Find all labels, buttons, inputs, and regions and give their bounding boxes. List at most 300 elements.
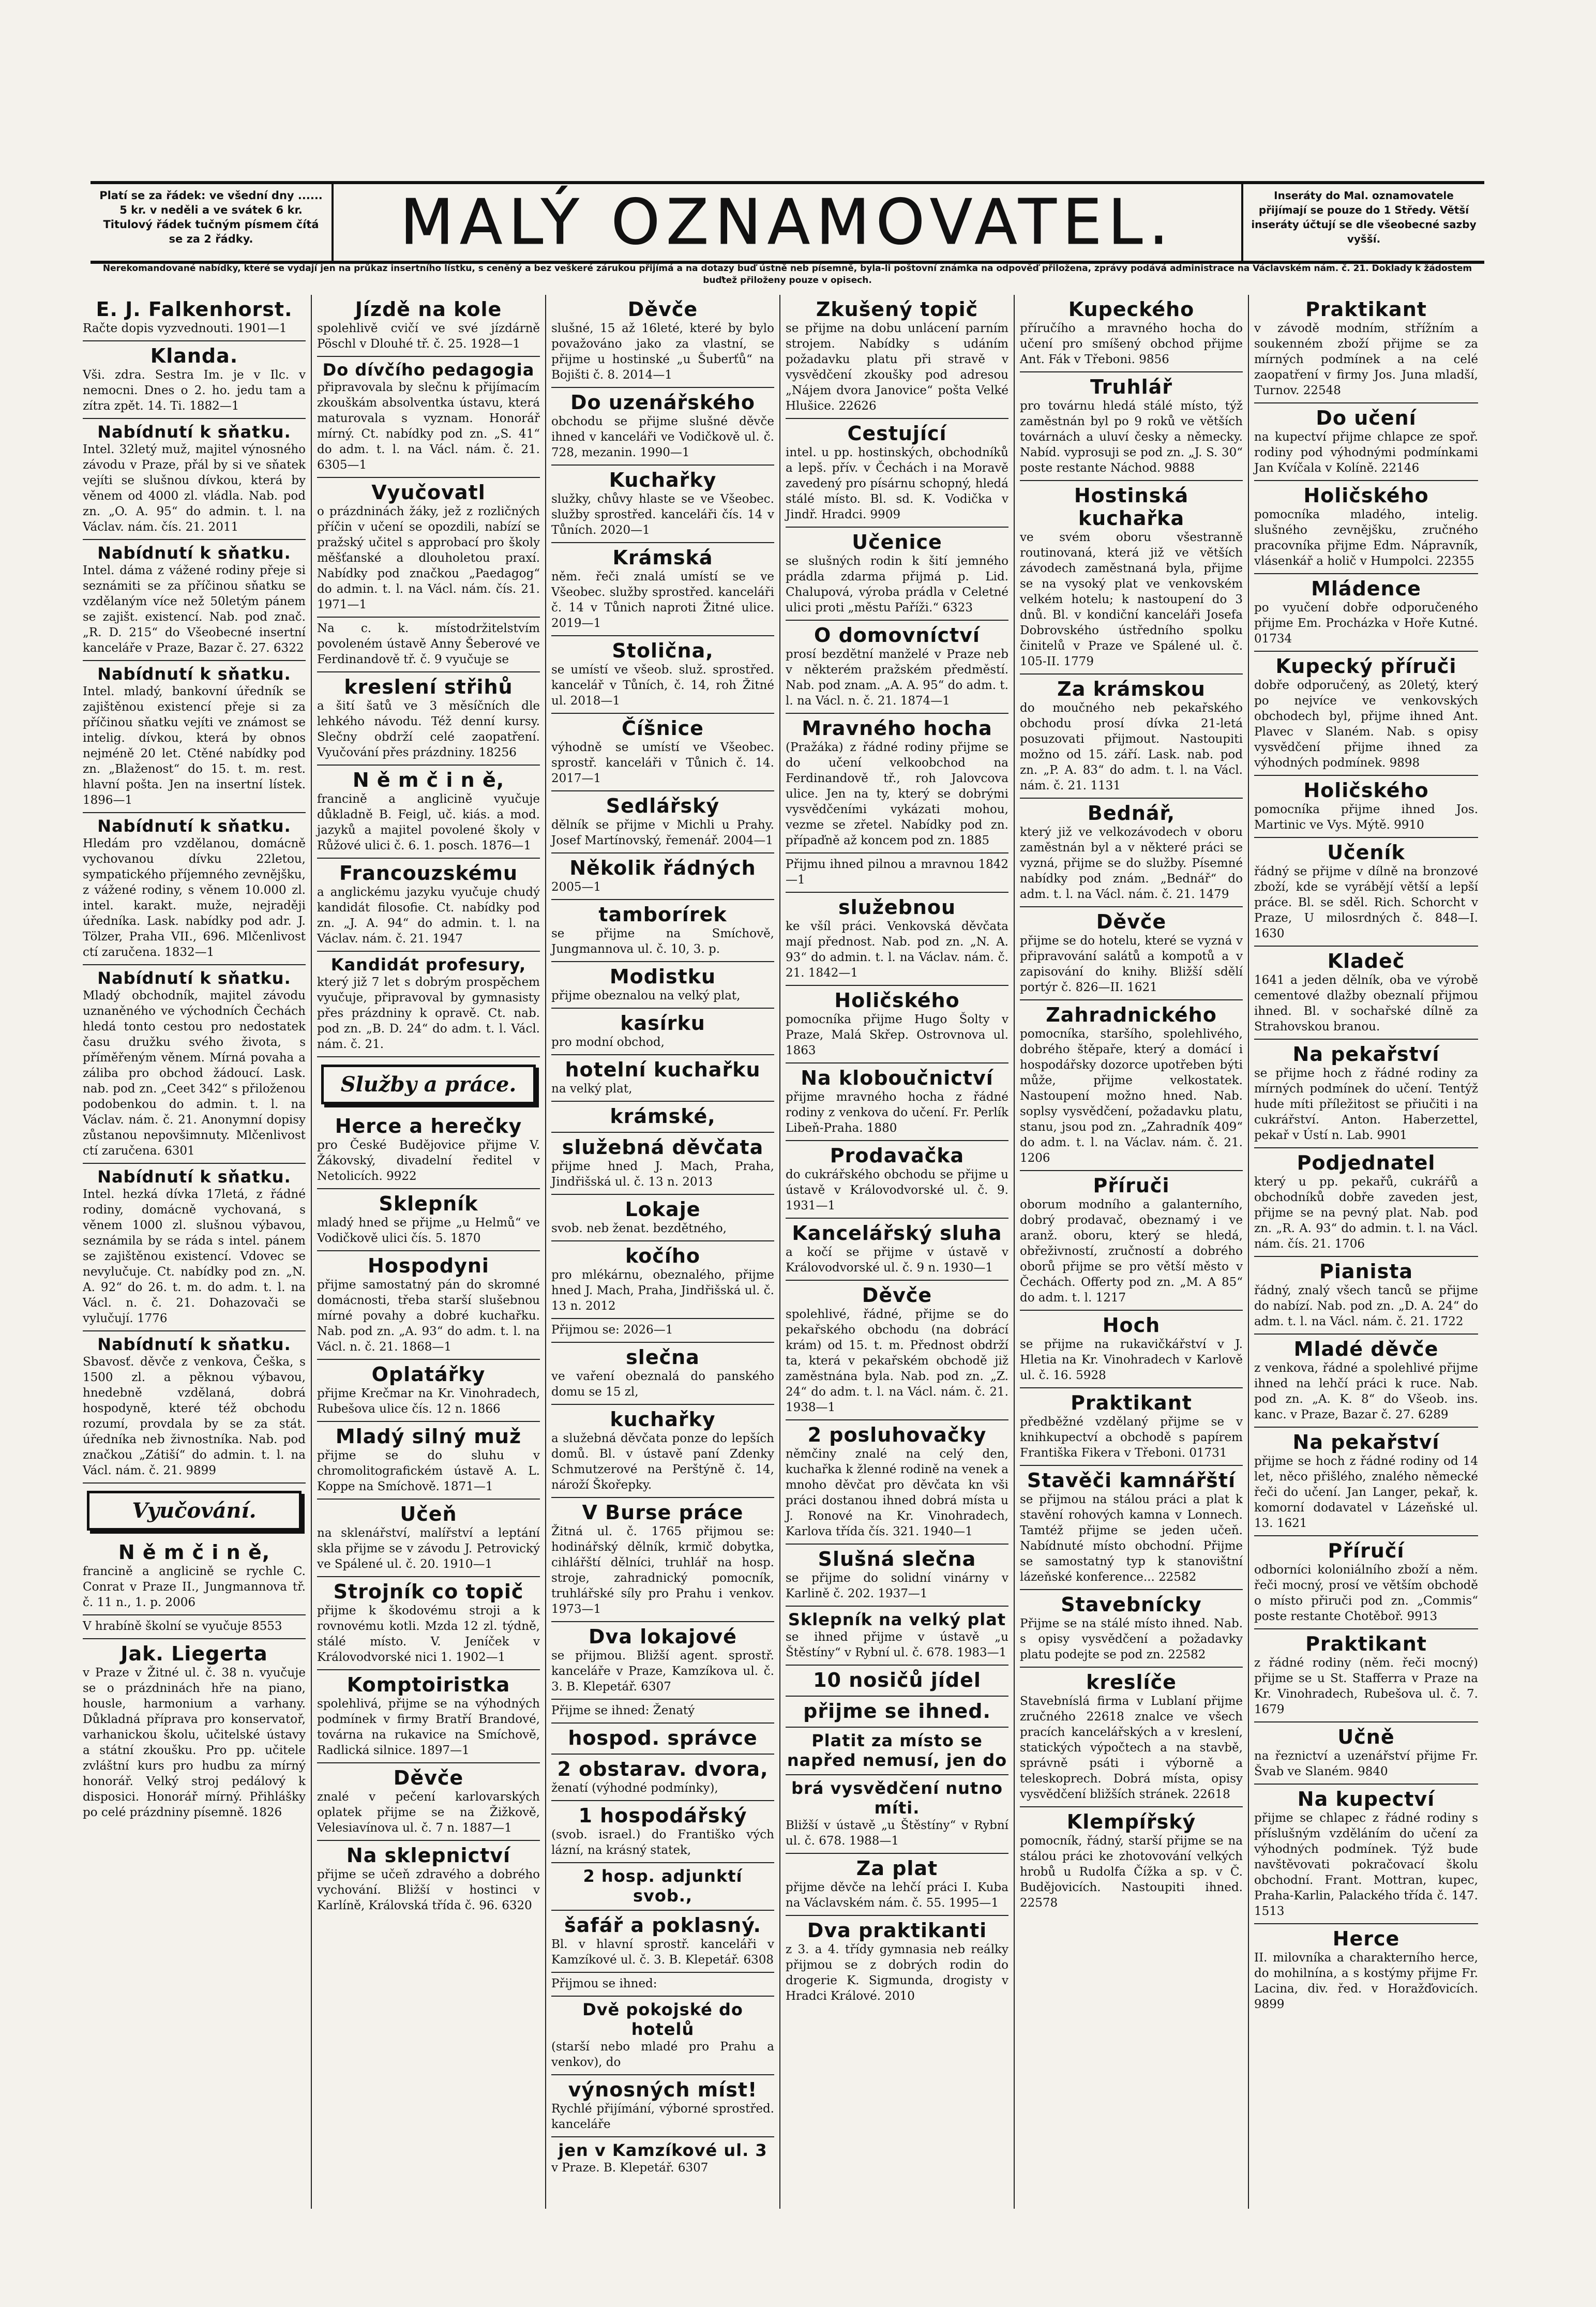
classified-ad	[786, 1545, 1008, 1607]
ad-title: Klanda.	[150, 344, 238, 367]
ad-text: znalé v pečení karlovarských oplatek přijme se na Žižkově, Velesiavínova ul. č. 7 n. 1887—1	[317, 1790, 540, 1835]
classified-ad	[1020, 1311, 1243, 1388]
classified-ad	[83, 661, 306, 813]
classified-ad	[317, 672, 540, 766]
ad-title: Praktikant	[1305, 1632, 1427, 1655]
classified-ad	[317, 478, 540, 618]
classified-ad	[786, 1697, 1008, 1728]
classified-ad	[83, 419, 306, 540]
ad-text: přijme hned J. Mach, Praha, Jindřišská ul. č. 13 n. 2013	[551, 1160, 774, 1189]
ad-text: na velký plat,	[551, 1082, 633, 1096]
ad-title: slečna	[626, 1346, 700, 1369]
ad-text: Bl. v hlavní sprostř. kanceláři v Kamzíkové ul. č. 3. B. Klepetář. 6308	[551, 1938, 774, 1967]
ad-text: a šití šatů ve 3 měsíčních dle lehkého návodu. Též denní kursy. Slečny obdrží celé zaopatření. Vyučování přes prázdniny. 18256	[317, 699, 540, 759]
ad-text: něm. řeči znalá umístí se ve Všeobec. služby sprostřed. kanceláři č. 14 v Tůnich naproti Žitné ulice. 2019—1	[551, 570, 774, 630]
classified-ad	[83, 540, 306, 661]
classified-ad	[551, 388, 774, 466]
ad-title: V Burse práce	[582, 1501, 744, 1524]
classified-ad	[83, 1538, 306, 1615]
ad-text: přijme k škodovému stroji a k rovnovému kotli. Mzda 12 zl. týdně, stálé místo. V. Jeníček v Královodvorské nici 1. 1902—1	[317, 1604, 540, 1664]
ad-text: a služebná děvčata ponze do lepších domů. Bl. v ústavě paní Zdenky Schmutzerové na Perštýně č. 14, nároží Škořepky.	[551, 1432, 774, 1492]
classified-ad	[1254, 1629, 1478, 1722]
ad-title: Komptoiristka	[347, 1673, 510, 1696]
insertion-notice: Inseráty do Mal. oznamovatele přijímají se pouze do 1 Středy. Větší inseráty účtují se dle všeobecné sazby vyšší.	[1241, 184, 1484, 261]
ad-title: Platit za místo se napřed nemusí, jen do	[787, 1731, 1007, 1770]
ad-title: Holičského	[1303, 484, 1429, 507]
classified-ad	[551, 1133, 774, 1195]
ad-title: Oplatářky	[371, 1363, 486, 1386]
classified-ad	[1254, 1257, 1478, 1335]
classified-ad	[1020, 1807, 1243, 1915]
ad-text: Na c. k. místodržitelstvím povoleném ústavě Anny Šeberové ve Ferdinandově tř. č. 9 vyučuje se	[317, 622, 540, 666]
classified-ad	[786, 853, 1008, 893]
ad-text: v Praze v Žitné ul. č. 38 n. vyučuje se o prázdninách hře na piano, housle, harmonium a varhany. Důkladná příprava pro konservatoř, varhanickou školu, učitelské ústavy a státní zkoušku. Pro pp. učitele zvláštní kurs pro hudbu za mírný honorář. Velký stroj pedálový k disposici. Honorář mírný. Přihlášky po celé prázdniny písemně. 1826	[83, 1666, 306, 1819]
ad-text: na kupectví přijme chlapce ze spoř. rodiny pod výhodnými podmínkami Jan Kvíčala v Kolíně. 22146	[1254, 430, 1478, 475]
classified-ad	[551, 1195, 774, 1241]
ad-text: přijme Krečmar na Kr. Vinohradech, Rubešova ulice čís. 12 n. 1866	[317, 1387, 540, 1416]
newspaper-page	[78, 171, 1484, 2219]
classified-ad	[317, 1189, 540, 1251]
ad-title: Na kloboučnictví	[801, 1067, 993, 1089]
ad-text: 2005—1	[551, 880, 601, 894]
ad-text: se přijme na Smíchově, Jungmannova ul. č. 10, 3. p.	[551, 927, 774, 956]
ad-text: v Praze. B. Klepetář. 6307	[551, 2161, 709, 2175]
ad-text: Vši. zdra. Sestra Im. je v Ilc. v nemocni. Dnes o 2. ho. jedu tam a zítra zpět. 14. Ti. 1882—1	[83, 368, 306, 413]
ad-title: Krámská	[612, 546, 713, 569]
classified-ad	[1020, 1466, 1243, 1590]
classified-ad	[83, 1639, 306, 1824]
ad-text: přijme se chlapec z řádné rodiny s příslušným vzděláním do učení za výhodných podmínek. Týž bude navštěvovati pokračovací školu obchodní. Frant. Mottran, kupec, Praha-Karlin, Palackého třída č. 147. 1513	[1254, 1811, 1478, 1918]
ad-text: Přijme se na stálé místo ihned. Nab. s opisy vysvědčení a požadavky platu podejte se pod zn. 22582	[1020, 1617, 1243, 1661]
ad-text: pomocníka přijme Hugo Šolty v Praze, Malá Skřep. Ostrovnova ul. 1863	[786, 1013, 1008, 1057]
classified-ad	[1020, 372, 1243, 481]
ad-title: Zkušený topič	[816, 298, 978, 321]
classified-ad	[83, 813, 306, 965]
ad-title: Za plat	[856, 1857, 938, 1880]
ad-text: Stavebníslá firma v Lublaní přijme zručného 22618 znalce ve všech pracích kancelářských a v kreslení, statických výpočtech a na stavbě, správně psáti i výborně a teleskoprech. Dobrá místa, opisy vysvědčení bližších stránek. 22618	[1020, 1695, 1243, 1801]
ad-column	[1015, 295, 1249, 2209]
ad-title: Děvče	[393, 1766, 464, 1789]
ad-text: dobře odporučený, as 20letý, který po nejvíce ve venkovských obchodech byl, přijme ihned Ant. Plavec v Slaném. Nab. s opisy vysvědčení přijme ihned za výhodných podmínek. 9898	[1254, 679, 1478, 770]
classified-ad	[786, 1728, 1008, 1775]
ad-text: přijme se učeň zdravého a dobrého vychování. Bližší v hostinci v Karlíně, Královská třída č. 96. 6320	[317, 1868, 540, 1912]
classified-ad	[551, 1755, 774, 1801]
classified-ad	[83, 1164, 306, 1331]
ad-text: Račte dopis vyzvednouti. 1901—1	[83, 322, 287, 335]
classified-ad	[317, 1360, 540, 1422]
ad-title: 2 posluhovačky	[807, 1424, 987, 1446]
classified-ad	[551, 466, 774, 543]
classified-ad	[1254, 1722, 1478, 1785]
classified-ad	[1254, 1428, 1478, 1536]
ad-text: (svob. israel.) do Františko vých lázní, na krásný statek,	[551, 1828, 774, 1857]
ad-text: a kočí se přijme v ústavě v Královodvorské ul. č. 9 n. 1930—1	[786, 1246, 1008, 1275]
ad-title: kreslíče	[1086, 1671, 1177, 1694]
classified-ad	[551, 1055, 774, 1102]
ad-text: přijme mravného hocha z řádné rodiny z venkova do učení. Fr. Perlík Libeň-Praha. 1880	[786, 1090, 1008, 1135]
ad-text: přijme samostatný pán do skromné domácnosti, třeba starší slušebnou mírné povahy a dobré kuchařku. Nab. pod zn. „A. 93“ do adm. t. l. na Václ. n. č. 21. 1868—1	[317, 1278, 540, 1354]
ad-text: příručího a mravného hocha do učení pro smíšený obchod přijme Ant. Fák v Třeboni. 9856	[1020, 322, 1243, 366]
ad-title: Klempířský	[1066, 1810, 1196, 1833]
ad-text: výhodně se umístí ve Všeobec. sprostř. kanceláři v Tůnich č. 14. 2017—1	[551, 741, 774, 785]
classified-ad	[317, 1112, 540, 1189]
ad-text: Intel. dáma z vážené rodiny přeje si seznámiti se za příčinou sňatku se vzdělaným více než 50letým pánem se zajišt. existencí. Nab. pod znač. „R. D. 215“ do Všeobecné insertní kanceláře v Praze, Bazar č. 27. 6322	[83, 564, 306, 655]
ad-text: ve svém oboru všestranně routinovaná, která již ve větších závodech zaměstnaná byla, přijme se na vysoký plat ve venkovském velkém hotelu; k nastoupení do 3 dnů. Bl. v kondiční kanceláři Josefa Dobrovského ústředního spolku činitelů v Praze ve Spálené ul. č. 105-II. 1779	[1020, 531, 1243, 668]
ad-title: Za krámskou	[1057, 678, 1206, 700]
ad-text: intel. u pp. hostinských, obchodníků a lepš. přív. v Čechách i na Moravě zavedený pro písárnu schopný, hledá stálé místo. Bl. sd. K. Vodička v Jindř. Hradci. 9909	[786, 446, 1008, 521]
ad-text: francině a anglicině se rychle C. Conrat v Praze II., Jungmannova tř. č. 11 n., 1. p. 2006	[83, 1565, 306, 1609]
classified-ad	[551, 1863, 774, 1911]
ad-title: 10 nosičů jídel	[813, 1669, 981, 1691]
classified-columns	[78, 295, 1484, 2209]
ad-title: Hospodyni	[368, 1254, 489, 1277]
ad-column	[780, 295, 1015, 2209]
ad-text: svob. neb ženat. bezdětného,	[551, 1222, 727, 1235]
ad-title: Na kupectví	[1297, 1788, 1435, 1810]
ad-title: Stavěči kamnářští	[1027, 1469, 1236, 1492]
ad-title: Sklepník	[379, 1192, 478, 1215]
ad-title: Číšnice	[622, 717, 704, 740]
ad-title: Strojník co topič	[333, 1580, 524, 1603]
classified-ad	[551, 1319, 774, 1343]
classified-ad	[786, 893, 1008, 986]
ad-title: Vyučovatl	[371, 481, 486, 504]
classified-ad	[786, 986, 1008, 1063]
classified-ad	[1254, 481, 1478, 574]
ad-title: krámské,	[610, 1105, 716, 1128]
ad-column	[546, 295, 780, 2209]
ad-title: Učenice	[852, 531, 942, 553]
ad-text: se slušných rodin k šití jemného prádla zdarma přijmá p. Lid. Chalupová, výroba prádla v Celetné ulici proti „městu Paříži.“ 6323	[786, 555, 1008, 615]
ad-text: se přijmou. Bližší agent. sprostř. kanceláře v Praze, Kamzíkova ul. č. 3. B. Klepetář. 6307	[551, 1649, 774, 1694]
ad-title: E. J. Falkenhorst.	[96, 298, 293, 321]
ad-text: ke všíl práci. Venkovská děvčata mají přednost. Nab. pod zn. „N. A. 93“ do admin. t. l. na Václav. nám. č. 21. 1842—1	[786, 920, 1008, 980]
ad-title: Sklepník na velký plat	[788, 1610, 1006, 1629]
ad-title: Modistku	[609, 965, 716, 988]
ad-text: z venkova, řádné a spolehlivé přijme ihned na lehčí práci k ruce. Nab. pod zn. „A. K. 8“ do Všeob. ins. kanc. v Praze, Bazar č. 27. 6289	[1254, 1361, 1478, 1421]
ad-title: Bednář,	[1087, 802, 1176, 825]
ad-title: Do dívčího pedagogia	[322, 360, 535, 380]
ad-column	[312, 295, 546, 2209]
ad-title: Jak. Liegerta	[121, 1642, 268, 1665]
ad-title: Příručí	[1328, 1539, 1405, 1562]
classified-ad	[786, 295, 1008, 419]
ad-title: přijme se ihned.	[803, 1700, 991, 1722]
page-title: MALÝ OZNAMOVATEL.	[400, 186, 1175, 259]
ad-text: pro České Budějovice přijme V. Žákovský, divadelní ředitel v Netolicích. 9922	[317, 1138, 540, 1183]
ad-title: Kancelářský sluha	[792, 1222, 1002, 1245]
ad-column	[78, 295, 312, 2209]
classified-ad	[1254, 1040, 1478, 1148]
ad-text: na sklenářství, malířství a leptání skla přijme se v závodu J. Petrovický ve Spálené ul. č. 20. 1910—1	[317, 1526, 540, 1571]
masthead	[91, 181, 1484, 264]
classified-ad	[551, 295, 774, 388]
ad-title: Nabídnutí k sňatku.	[97, 664, 291, 684]
classified-ad	[551, 714, 774, 791]
ad-text: se přijme na dobu unlácení parním strojem. Nabídky s udáním požadavku platu při stravě v vysvědčení zkoušky pod adresou „Nájem dvora Janovice“ pošta Velké Hlušice. 22626	[786, 322, 1008, 413]
ad-title: Děvče	[862, 1284, 932, 1307]
ad-title: Herce a herečky	[335, 1115, 522, 1137]
classified-ad	[1254, 652, 1478, 776]
section-heading: Služby a práce.	[321, 1065, 536, 1104]
classified-ad	[786, 419, 1008, 528]
ad-column	[1249, 295, 1483, 2209]
classified-ad	[551, 1498, 774, 1622]
classified-ad	[317, 1670, 540, 1763]
ad-title: Praktikant	[1305, 298, 1427, 321]
classified-ad	[1020, 295, 1243, 372]
ad-title: Kupeckého	[1068, 298, 1195, 321]
ad-title: služebnou	[838, 896, 956, 919]
classified-ad	[1020, 907, 1243, 1000]
classified-ad	[786, 1775, 1008, 1854]
rate-notice: Platí se za řádek: ve všední dny ...... 5 kr. v neděli a ve svátek 6 kr. Titulový řádek tučným písmem čítá se za 2 řádky.	[91, 184, 334, 261]
ad-title: Cestující	[847, 422, 947, 445]
classified-ad	[551, 1343, 774, 1405]
ad-text: který již ve velkozávodech v oboru zaměstnán byl a v některé práci se vyzná, přijme se do služby. Písemné nabídky pod znám. „Bednář“ do adm. t. l. na Václ. nám. č. 21. 1479	[1020, 826, 1243, 901]
ad-title: Děvče	[1096, 910, 1167, 933]
ad-title: kuchařky	[610, 1408, 716, 1431]
ad-text: (starší nebo mladé pro Prahu a venkov), do	[551, 2040, 774, 2069]
ad-title: Kuchařky	[609, 469, 717, 491]
ad-title: kočího	[625, 1245, 701, 1267]
ad-title: Truhlář	[1090, 376, 1172, 398]
classified-ad	[551, 1102, 774, 1133]
classified-ad	[551, 2075, 774, 2137]
ad-text: ve vaření obeznalá do panského domu se 15 zl,	[551, 1370, 774, 1399]
ad-title: šafář a poklasný.	[564, 1914, 761, 1937]
ad-title: Na pekařství	[1292, 1431, 1440, 1454]
ad-text: obchodu se přijme slušné děvče ihned v kanceláři ve Vodičkově ul. č. 728, mezanin. 1990—1	[551, 415, 774, 459]
classified-ad	[786, 1607, 1008, 1666]
ad-text: předběžné vzdělaný přijme se v knihkupectví a obchodě s papírem Františka Fikera v Třeboni. 01731	[1020, 1415, 1243, 1460]
classified-ad	[83, 1615, 306, 1639]
ad-text: po vyučení dobře odporučeného přijme Em. Procházka v Hoře Kutné. 01734	[1254, 601, 1478, 646]
classified-ad	[551, 1911, 774, 1973]
ad-title: Učně	[1337, 1726, 1395, 1748]
ad-text: odborníci koloniálního zboží a něm. řeči mocný, prosí ve větším obchodě o místo přiruči pod zn. „Commis“ poste restante Chotěboř. 9913	[1254, 1563, 1478, 1623]
classified-ad	[551, 543, 774, 636]
classified-ad	[786, 1854, 1008, 1916]
ad-text: Mladý obchodník, majitel závodu uznaněného ve východních Čechách hledá tonto cestou pro nedostatek času družku svého života, s příměřeným věnem. Mírná povaha a záliba pro obchod žádoucí. Lask. nab. pod zn. „Ceet 342“ s přiloženou podobenkou do admin. t. l. na Václav. nám. č. 21. Anonymní dopisy zůstanou nepovšimnuty. Mlčenlivost ctí zaručena. 6301	[83, 989, 306, 1158]
classified-ad	[1020, 1590, 1243, 1668]
classified-ad	[317, 1577, 540, 1670]
classified-ad	[786, 621, 1008, 714]
ad-title: Dvě pokojské do hotelů	[582, 2000, 743, 2039]
classified-ad	[1020, 799, 1243, 907]
ad-text: ženatí (výhodné podmínky),	[551, 1781, 718, 1795]
ad-title: Pianista	[1319, 1260, 1413, 1283]
classified-ad	[551, 962, 774, 1009]
ad-text: francině a anglicině vyučuje důkladně B. Feigl, uč. kiás. a mod. jazyků a majitel povolené školy v Růžové ulici č. 6. 1. posch. 1876—1	[317, 792, 540, 852]
ad-text: 1641 a jeden dělník, oba ve výrobě cementové dlažby obeznalí přijmou ihned. Bl. v sochařské dílně za Strahovskou branou.	[1254, 973, 1478, 1033]
classified-ad	[551, 1973, 774, 1997]
ad-text: Bližší v ústavě „u Štěstíny“ v Rybní ul. č. 678. 1988—1	[786, 1819, 1008, 1848]
ad-title: Nabídnutí k sňatku.	[97, 816, 291, 836]
ad-title: služebná děvčata	[562, 1136, 764, 1159]
ad-text: připravovala by slečnu k přijímacím zkouškám absolventka ústavu, která maturovala s vyznam. Honorář mírný. Ct. nabídky pod zn. „S. 41“ do adm. t. l. na Václ. nám. č. 21. 6305—1	[317, 381, 540, 472]
ad-text: řádný se přijme v dílně na bronzové zboží, kde se vyrábějí větší a lepší práce. Bl. se sděl. Rich. Schorcht v Praze, U milosrdných č. 848—I. 1630	[1254, 865, 1478, 940]
classified-ad	[317, 766, 540, 859]
ad-text: (Pražáka) z řádné rodiny přijme se do učení velkoobchod na Ferdinandově tř., roh Jalovcova ulice. Jen na ty, který se dobrými vysvědčeními vykázati mohou, vezme se zřetel. Nabídky pod zn. přípaďně až koncem pod zn. 1885	[786, 741, 1008, 847]
classified-ad	[1020, 481, 1243, 675]
classified-ad	[1254, 1536, 1478, 1629]
classified-ad	[1020, 675, 1243, 799]
classified-ad	[1020, 1000, 1243, 1171]
ad-title: Kupecký příruči	[1275, 655, 1457, 678]
ad-title: Na pekařství	[1292, 1043, 1440, 1066]
ad-text: dělník se přijme v Michli u Prahy. Josef Martínovský, řemenář. 2004—1	[551, 818, 774, 847]
administration-notice: Nerekomandované nabídky, které se vydají jen na průkaz insertního lístku, s ceněný a bez veškeré zárukou přijímá a na dotazy buď ústně neb písemně, byla-li poštovní známka na odpověď přiložena, zprávy podává administrace na Václavském nám. č. 21. Doklady k žádostem buďtež přiloženy pouze v opisech.	[102, 263, 1472, 286]
classified-ad	[83, 1331, 306, 1484]
ad-title: 2 obstarav. dvora,	[557, 1758, 769, 1780]
ad-title: Holičského	[834, 989, 960, 1012]
ad-title: N ě m č i n ě,	[118, 1541, 270, 1564]
classified-ad	[551, 900, 774, 962]
ad-title: Stavebnícky	[1061, 1593, 1202, 1616]
classified-ad	[1254, 295, 1478, 403]
classified-ad	[317, 1422, 540, 1500]
ad-text: o prázdninách žáky, jež z rozličných příčin v učení se opozdili, nabízí se pražský učitel s approbací pro školy měšťanské a dlouholetou praxí. Nabídky pod značkou „Paedagog“ do admin. t. l. na Václ. nám. čís. 21. 1971—1	[317, 505, 540, 611]
classified-ad	[786, 1420, 1008, 1545]
ad-title: Do uzenářského	[570, 391, 756, 414]
classified-ad	[83, 965, 306, 1164]
ad-text: spolehlivá, přijme se na výhodných podmínek v firmy Bratří Brandové, továrna na rukavice na Smíchově, Radlická silnice. 1897—1	[317, 1697, 540, 1757]
ad-title: kasírku	[620, 1012, 705, 1035]
ad-text: pomocníka přijme ihned Jos. Martinic ve Vys. Mýtě. 9910	[1254, 803, 1478, 832]
ad-title: Hostinská kuchařka	[1074, 484, 1189, 530]
ad-text: služky, chůvy hlaste se ve Všeobec. služby sprostřed. kanceláři čís. 14 v Tůních. 2020—1	[551, 492, 774, 537]
ad-text: se přijme na rukavičkářství v J. Hletia na Kr. Vinohradech v Karlově ul. č. 16. 5928	[1020, 1338, 1243, 1382]
classified-ad	[1020, 1171, 1243, 1311]
classified-ad	[551, 2137, 774, 2180]
classified-ad	[317, 1841, 540, 1917]
ad-text: se přijmou na stálou práci a plat k stavění rohových kamna v Lonnech. Tamtéž přijme se jeden učeň. Nabídnuté místo obchodní. Přijme se samostatný typ k stanovištní lázeňské konference... 22582	[1020, 1493, 1243, 1584]
classified-ad	[317, 295, 540, 357]
ad-title: Kladeč	[1327, 950, 1405, 972]
ad-text: pomocníka, staršího, spolehlivého, dobrého štěpaře, který a domácí i hospodářsky dozorce upotřeben býti může, přijme velkostatek. Nastoupení možno hned. Nab. soplsy vysvědčení, požadavku platu, stanu, jsou pod zn. „Zahradník 409“ do adm. t. l. na Václav. nám. č. 21. 1206	[1020, 1027, 1243, 1165]
ad-text: Intel. hezká dívka 17letá, z řádné rodiny, domácně vychovaná, s věnem 1000 zl. slušnou výbavou, seznámila by se ráda s intel. pánem se zajištěnou existencí. Vdovec se nevylučuje. Ct. nabídky pod zn. „N. A. 92“ do 26. t. m. do adm. t. l. na Václ. n. č. 21. Dohazovači se vylučují. 1776	[83, 1188, 306, 1325]
ad-text: do cukrářského obchodu se přijme u ústavě v Královodvorské ul. č. 9. 1931—1	[786, 1168, 1008, 1212]
ad-text: přijme obeznalou na velký plat,	[551, 989, 741, 1002]
classified-ad	[786, 1666, 1008, 1697]
classified-ad	[551, 1700, 774, 1724]
ad-text: se umístí ve všeob. služ. sprostřed. kancelář v Tůních, č. 14, roh Žitné ul. 2018—1	[551, 663, 774, 708]
ad-title: N ě m č i n ě,	[352, 769, 505, 791]
ad-text: Žitná ul. č. 1765 přijmou se: hodinářský dělník, krmič dobytka, cihlářští dělníci, truhlář na hosp. stroje, zahradnický pomocník, truhlářské síly pro Prahu i venkov. 1973—1	[551, 1525, 774, 1616]
section-heading: Vyučování.	[87, 1491, 302, 1531]
ad-title: Hoch	[1102, 1314, 1161, 1337]
ad-title: Nabídnutí k sňatku.	[97, 1167, 291, 1187]
ad-text: spolehlivě cvičí ve své jízdárně Pöschl v Dlouhé tř. č. 25. 1928—1	[317, 322, 540, 351]
classified-ad	[1254, 1924, 1478, 2016]
classified-ad	[317, 1500, 540, 1577]
ad-text: který u pp. pekařů, cukrářů a obchodníků dobře zaveden jest, přijme se na pevný plat. Nab. pod zn. „R. A. 93“ do admin. t. l. na Václ. nám. čís. 21. 1706	[1254, 1175, 1478, 1251]
ad-title: Mládence	[1311, 577, 1421, 600]
ad-text: pro modní obchod,	[551, 1036, 665, 1049]
classified-ad	[1254, 574, 1478, 652]
ad-title: Lokaje	[625, 1198, 701, 1221]
classified-ad	[786, 714, 1008, 853]
ad-title: Nabídnutí k sňatku.	[97, 1335, 291, 1354]
ad-title: Děvče	[627, 298, 698, 321]
ad-text: přijme děvče na lehčí práci I. Kuba na Václavském nám. č. 55. 1995—1	[786, 1881, 1008, 1910]
ad-title: Sedlářský	[606, 795, 720, 817]
classified-ad	[551, 1405, 774, 1498]
ad-text: z řádné rodiny (něm. řeči mocný) přijme se u St. Stafferra v Praze na Kr. Vinohradech, Rubešova ul. č. 7. 1679	[1254, 1656, 1478, 1716]
ad-title: Do učení	[1316, 407, 1417, 429]
classified-ad	[317, 1763, 540, 1841]
ad-title: Nabídnutí k sňatku.	[97, 968, 291, 988]
classified-ad	[551, 1724, 774, 1755]
ad-title: Mladý silný muž	[335, 1425, 522, 1448]
classified-ad	[1254, 947, 1478, 1040]
ad-title: Podjednatel	[1297, 1151, 1436, 1174]
ad-title: Jízdě na kole	[355, 298, 502, 321]
ad-text: Rychlé přijímání, výborné sprostřed. kanceláře	[551, 2102, 774, 2131]
classified-ad	[1254, 1785, 1478, 1924]
ad-text: v závodě modním, střížním a soukenném zboží přijme se za mírných podmínek a na celé zaopatření v firmy Jos. Juna mladší, Turnov. 22548	[1254, 322, 1478, 397]
classified-ad	[551, 1009, 774, 1055]
ad-text: pomocník, řádný, starší přijme se na stálou práci ke zhotovování velkých hrobů u Rudolfa Čížka a sp. v Č. Budějovicích. Nastoupiti ihned. 22578	[1020, 1834, 1243, 1910]
ad-title: tamborírek	[598, 903, 727, 926]
ad-title: hospod. správce	[568, 1727, 758, 1749]
ad-title: Dva lokajové	[589, 1625, 737, 1648]
ad-title: Zahradnického	[1046, 1003, 1217, 1026]
classified-ad	[786, 528, 1008, 621]
ad-text: se ihned přijme v ústavě „u Štěstíny“ v Rybní ul. č. 678. 1983—1	[786, 1630, 1008, 1659]
classified-ad	[1020, 1388, 1243, 1466]
classified-ad	[1254, 1335, 1478, 1428]
classified-ad	[317, 618, 540, 672]
ad-text: pro továrnu hledá stálé místo, týž zaměstnán byl po 9 roků ve větších továrnách a uluví česky a německy. Nabíd. vyprosuji se pod zn. „J. S. 30“ poste restante Náchod. 9888	[1020, 399, 1243, 475]
ad-title: Holičského	[1303, 779, 1429, 802]
ad-text: Intel. mladý, bankovní úředník se zajištěnou existencí přeje si za příčinou sňatku vejíti ve známost se intelig. dívkou, která by obnos nejméně 20 let. Ctěné nabídky pod zn. „Blaženost“ do 15. t. m. rest. hlavní pošta. Jen na insertní lístek. 1896—1	[83, 685, 306, 807]
ad-title: Nabídnutí k sňatku.	[97, 543, 291, 563]
classified-ad	[1254, 776, 1478, 838]
ad-text: a anglickému jazyku vyučuje chudý kandidát filosofie. Ct. nabídky pod zn. „J. A. 94“ do admin. t. l. na Václav. nám. č. 21. 1947	[317, 886, 540, 946]
ad-text: přijme se do hotelu, které se vyzná v připravování salátů a kompotů a v zapisování do knihy. Bližší sdělí portýr č. 826—II. 1621	[1020, 934, 1243, 994]
classified-ad	[317, 357, 540, 478]
ad-text: přijme se do sluhu v chromolitografickém ústavě A. L. Koppe na Smíchově. 1871—1	[317, 1449, 540, 1493]
classified-ad	[786, 1219, 1008, 1281]
ad-title: 1 hospodářský	[578, 1804, 747, 1827]
ad-title: jen v Kamzíkové ul. 3	[558, 2140, 767, 2160]
ad-title: Mladé děvče	[1293, 1338, 1439, 1360]
ad-text: pro mlékárnu, obeznalého, přijme hned J. Mach, Praha, Jindřišská ul. č. 13 n. 2012	[551, 1268, 774, 1313]
classified-ad	[1254, 1148, 1478, 1257]
ad-text: který již 7 let s dobrým prospěchem vyučuje, připravoval by gymnasisty přes prázdniny k opravě. Ct. nab. pod zn. „B. D. 24“ do adm. t. l. Václ. nám. č. 21.	[317, 976, 540, 1051]
ad-text: němčiny znalé na celý den, kuchařka k žlenné rodině na venek a mnoho děvčat pro děvčata kn vši práci dostanou ihned dobrá místa u J. Ronové na Kr. Vinohradech, Karlova třída čís. 321. 1940—1	[786, 1447, 1008, 1538]
ad-title: hotelní kuchařku	[565, 1058, 761, 1081]
ad-text: spolehlivé, řádné, přijme se do pekařského obchodu (na dobrácí krám) od 15. t. m. Přednost obdrží ta, která v pekařském obchodě již zaměstnána byla. Nab. pod zn. „Z. 24“ do adm. t. l. na Václ. nám. č. 21. 1938—1	[786, 1308, 1008, 1414]
ad-text: Přijme se ihned: Ženatý	[551, 1704, 695, 1717]
ad-title: Kandidát profesury,	[330, 955, 526, 975]
classified-ad	[1254, 403, 1478, 481]
ad-title: kreslení střihů	[344, 676, 513, 698]
classified-ad	[551, 853, 774, 900]
classified-ad	[551, 1997, 774, 2075]
classified-ad	[551, 791, 774, 853]
ad-title: Praktikant	[1071, 1391, 1192, 1414]
ad-text: přijme se hoch z řádné rodiny od 14 let, něco přišlého, znalého německé řeči do učení. Jan Langer, pekař, k. komorní dodavatel v Lázeňské ul. 13. 1621	[1254, 1455, 1478, 1530]
ad-title: Příruči	[1093, 1174, 1170, 1197]
ad-title: Slušná slečna	[818, 1548, 976, 1570]
ad-text: Hledám pro vzdělanou, domácně vychovanou dívku 22letou, sympatického příjemného zevnějšku, z vážené rodiny, s věnem 10.000 zl. intel. karakt. muže, nejraději úředníka. Lask. nabídky pod adr. J. Tölzer, Praha VII., 696. Mlčenlivost ctí zaručena. 1832—1	[83, 837, 306, 959]
ad-text: mladý hned se přijme „u Helmů“ ve Vodičkově ulici čís. 5. 1870	[317, 1216, 540, 1245]
classified-ad	[551, 1241, 774, 1319]
ad-title: Učeň	[400, 1503, 457, 1525]
